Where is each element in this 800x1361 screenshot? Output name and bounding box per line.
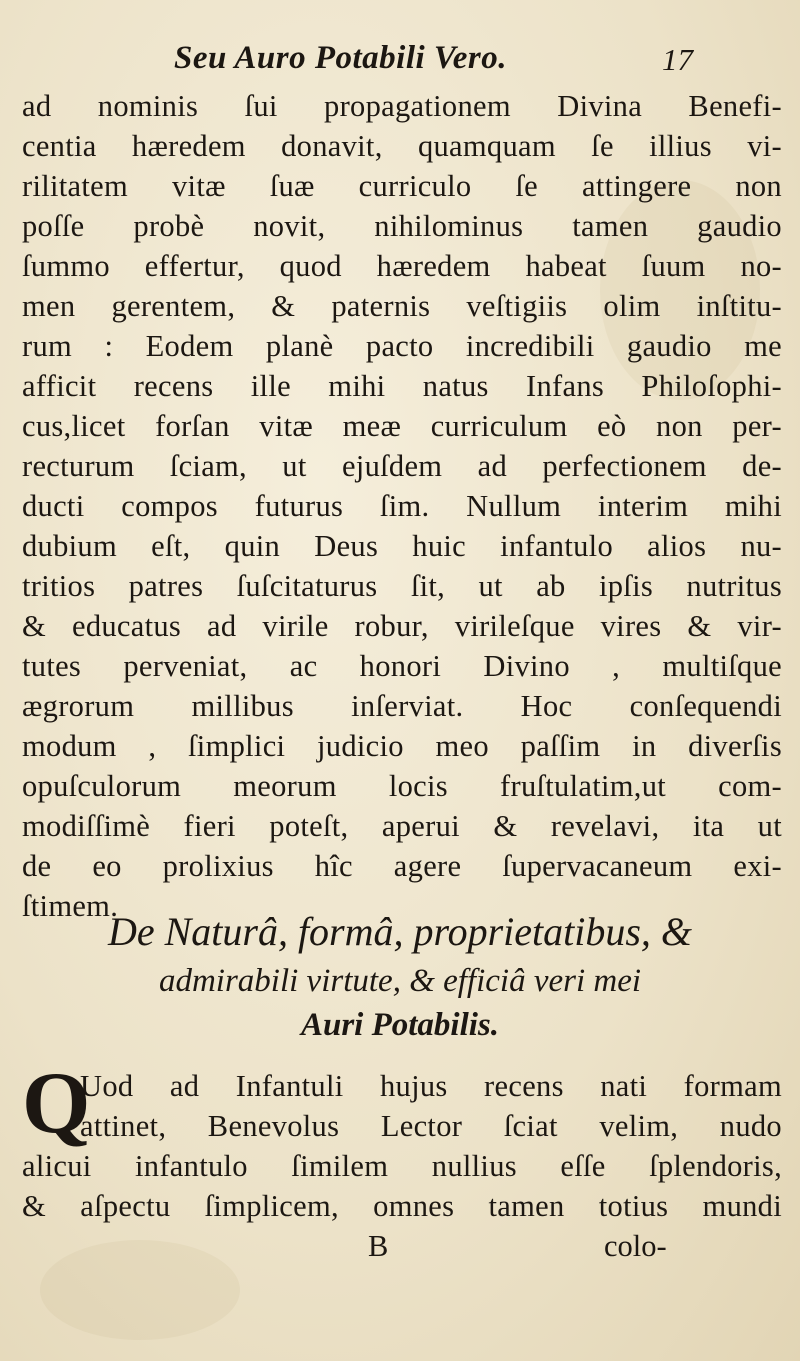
catchword: colo- xyxy=(604,1229,667,1263)
text-line: men gerentem, & paternis veſtigiis olim inſtitu- xyxy=(22,289,782,323)
signature-line xyxy=(22,1226,782,1266)
text-line: poſſe probè novit, nihilominus tamen gaudio xyxy=(22,209,782,243)
text-line: afficit recens ille mihi natus Infans Philoſophi- xyxy=(22,369,782,403)
text-line: rum : Eodem planè pacto incredibili gaudio me xyxy=(22,329,782,363)
text-line: & educatus ad virile robur, virileſque vires & vir- xyxy=(22,609,782,643)
page-number: 17 xyxy=(662,42,693,77)
text-line: opuſculorum meorum locis fruſtulatim,ut com- xyxy=(22,769,782,803)
text-line: ſummo effertur, quod hæredem habeat ſuum no- xyxy=(22,249,782,283)
drop-cap: Q xyxy=(22,1055,91,1152)
text-line: attinet, Benevolus Lector ſciat velim, nudo xyxy=(80,1109,782,1143)
text-line: ducti compos futurus ſim. Nullum interim mihi xyxy=(22,489,782,523)
section-heading-line: admirabili virtute, & efficiâ veri mei xyxy=(158,963,642,999)
text-line: dubium eſt, quin Deus huic infantulo alios nu- xyxy=(22,529,782,563)
body-paragraph xyxy=(22,86,782,926)
text-line: centia hæredem donavit, quamquam ſe illius vi- xyxy=(22,129,782,163)
running-head-title: Seu Auro Potabili Vero. xyxy=(174,40,508,76)
running-head xyxy=(0,40,800,84)
text-line: rilitatem vitæ ſuæ curriculo ſe attingere non xyxy=(22,169,782,203)
drop-cap-block xyxy=(22,1055,782,1152)
section-paragraph xyxy=(22,1055,782,1266)
text-line: de eo prolixius hîc agere ſupervacaneum exi- xyxy=(22,849,782,883)
section-heading-line: De Naturâ, formâ, proprietatibus, & xyxy=(107,909,693,954)
text-line: modiſſimè fieri poteſt, aperui & revelavi, ita ut xyxy=(22,809,782,843)
text-line: tutes perveniat, ac honori Divino , multiſque xyxy=(22,649,782,683)
text-line: tritios patres ſuſcitaturus ſit, ut ab ipſis nutritus xyxy=(22,569,782,603)
text-line: & aſpectu ſimplicem, omnes tamen totius mundi xyxy=(22,1189,782,1223)
section-heading-line: Auri Potabilis. xyxy=(300,1007,500,1043)
text-line: recturum ſciam, ut ejuſdem ad perfectionem de- xyxy=(22,449,782,483)
section-heading xyxy=(0,905,800,1047)
text-line: ad nominis ſui propagationem Divina Benefi- xyxy=(22,89,782,123)
text-line: alicui infantulo ſimilem nullius eſſe ſplendoris, xyxy=(22,1149,782,1183)
signature-mark: B xyxy=(368,1229,389,1263)
text-line: ægrorum millibus inſerviat. Hoc conſequendi xyxy=(22,689,782,723)
text-line: ſtimem. xyxy=(22,889,119,923)
text-line: cus,licet forſan vitæ meæ curriculum eò non per- xyxy=(22,409,782,443)
text-line: Uod ad Infantuli hujus recens nati formam xyxy=(80,1069,782,1103)
text-line: modum , ſimplici judicio meo paſſim in diverſis xyxy=(22,729,782,763)
